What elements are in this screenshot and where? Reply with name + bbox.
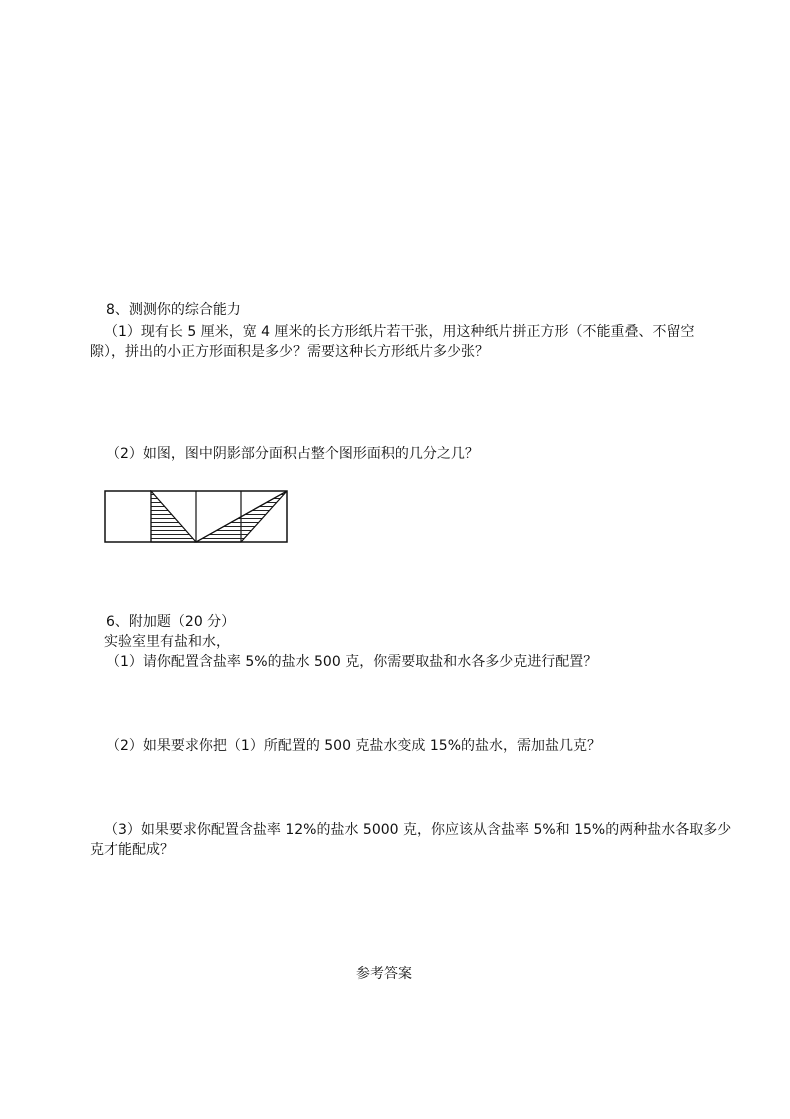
section6-q3-line2: 克才能配成？ <box>90 842 174 858</box>
shaded-area-figure <box>104 490 288 544</box>
section8-q1-line1: （1）现有长 5 厘米，宽 4 厘米的长方形纸片若干张，用这种纸片拼正方形（不能重叠、不留空 <box>104 324 695 340</box>
answers-heading: 参考答案 <box>356 966 412 982</box>
section6-intro: 实验室里有盐和水， <box>104 634 230 650</box>
section6-q2: （2）如果要求你把（1）所配置的 500 克盐水变成 15%的盐水，需加盐几克？ <box>106 738 602 754</box>
section6-q3-line1: （3）如果要求你配置含盐率 12%的盐水 5000 克，你应该从含盐率 5%和 15%的两种盐水各取多少 <box>104 822 732 838</box>
shaded-triangle-left <box>151 491 196 542</box>
section8-heading: 8、测测你的综合能力 <box>106 302 241 318</box>
section8-q1-line2: 隙），拼出的小正方形面积是多少？需要这种长方形纸片多少张？ <box>90 344 489 360</box>
section6-q1: （1）请你配置含盐率 5%的盐水 500 克，你需要取盐和水各多少克进行配置？ <box>106 654 598 670</box>
section8-q2: （2）如图，图中阴影部分面积占整个图形面积的几分之几？ <box>106 446 479 462</box>
section6-heading: 6、附加题（20 分） <box>106 614 236 630</box>
